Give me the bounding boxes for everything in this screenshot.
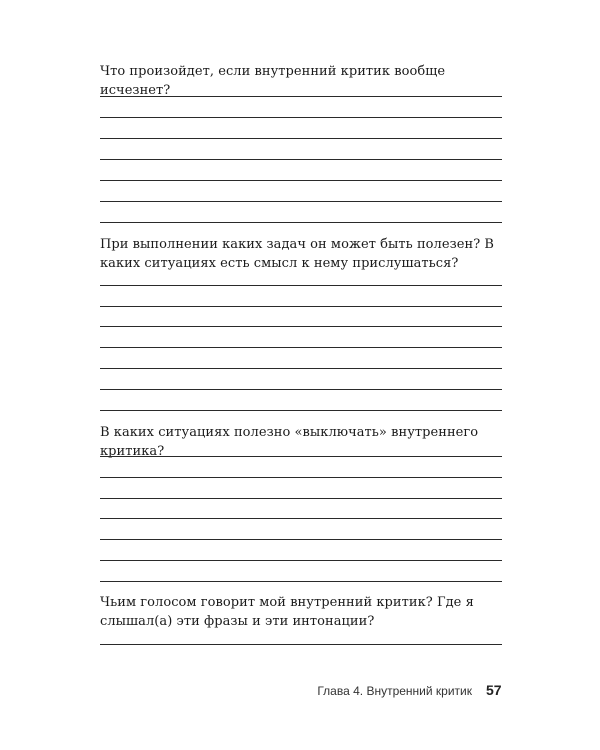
answer-line xyxy=(100,389,502,390)
answer-line xyxy=(100,326,502,327)
answer-line xyxy=(100,581,502,582)
question-1: Что произойдет, если внутренний критик вообще исчезнет? xyxy=(100,64,446,98)
question-2: При выполнении каких задач он может быть полезен? В каких ситуациях есть смысл к нему прислушаться? xyxy=(100,237,495,271)
answer-line xyxy=(100,180,502,181)
running-footer-chapter-title: Глава 4. Внутренний критик xyxy=(317,684,472,698)
answer-line xyxy=(100,347,502,348)
answer-line xyxy=(100,96,502,97)
answer-line xyxy=(100,456,502,457)
question-4: Чьим голосом говорит мой внутренний критик? Где я слышал(а) эти фразы и эти интонации? xyxy=(100,595,474,629)
answer-line xyxy=(100,159,502,160)
answer-line xyxy=(100,518,502,519)
answer-line xyxy=(100,539,502,540)
answer-line xyxy=(100,477,502,478)
answer-line xyxy=(100,368,502,369)
answer-line xyxy=(100,410,502,411)
answer-line xyxy=(100,644,502,645)
question-3: В каких ситуациях полезно «выключать» внутреннего критика? xyxy=(100,425,479,459)
answer-line xyxy=(100,201,502,202)
answer-line xyxy=(100,560,502,561)
answer-line xyxy=(100,285,502,286)
answer-line xyxy=(100,222,502,223)
answer-line xyxy=(100,117,502,118)
page-number: 57 xyxy=(486,682,502,698)
answer-line xyxy=(100,498,502,499)
answer-line xyxy=(100,306,502,307)
answer-line xyxy=(100,138,502,139)
